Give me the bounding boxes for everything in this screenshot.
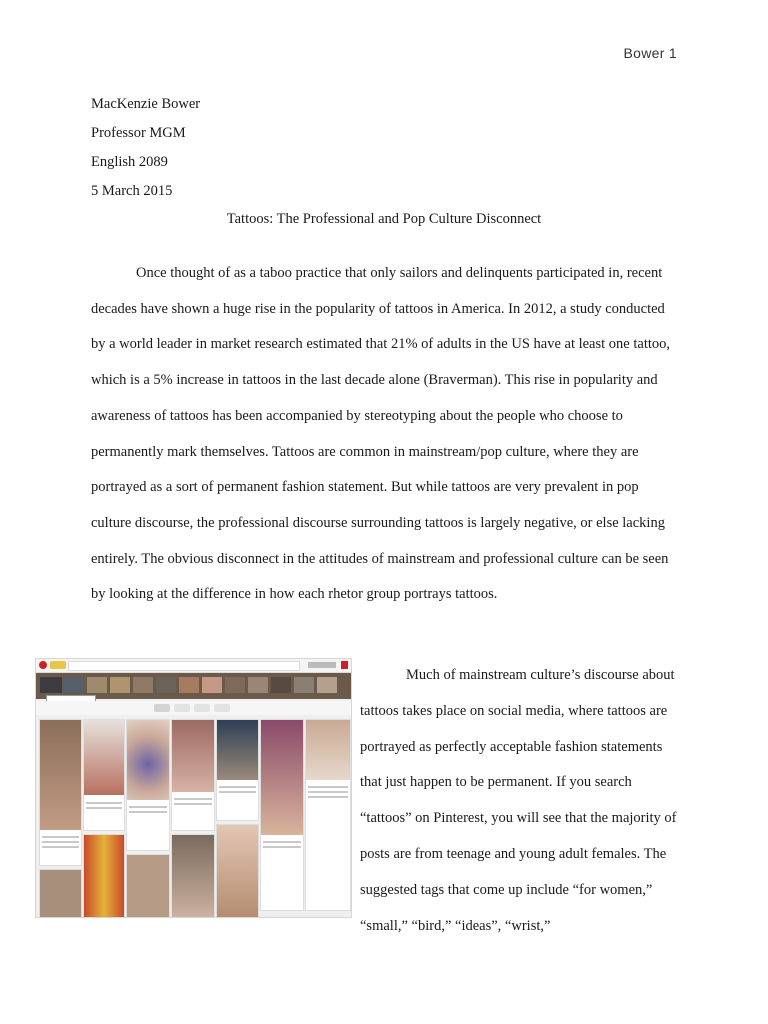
figure-tag [87, 677, 107, 693]
pin-image [172, 835, 214, 918]
pin-caption [308, 786, 348, 788]
pin-caption [86, 802, 122, 804]
running-head: Bower 1 [623, 45, 677, 61]
figure-pin [171, 834, 215, 918]
figure-filter-chip [154, 704, 170, 712]
figure-tag [40, 677, 62, 693]
figure-tag [271, 677, 291, 693]
pin-image [127, 720, 169, 800]
user-icon [308, 662, 336, 668]
figure-pin [83, 834, 125, 918]
author-name: MacKenzie Bower [91, 96, 201, 112]
document-date: 5 March 2015 [91, 183, 173, 199]
figure-pin [126, 854, 170, 918]
pin-image [40, 870, 81, 918]
pin-image [127, 855, 169, 918]
pin-caption [219, 786, 256, 788]
figure-pin [83, 719, 125, 831]
instructor-name: Professor MGM [91, 125, 186, 141]
figure-tag [110, 677, 130, 693]
pin-caption [129, 806, 167, 808]
pin-caption [86, 807, 122, 809]
pinterest-logo-icon [39, 661, 47, 669]
pin-icon [341, 661, 348, 669]
essay-title: Tattoos: The Professional and Pop Culture Disconnect [226, 211, 542, 227]
figure-tag [248, 677, 268, 693]
pin-caption [42, 841, 79, 843]
figure-tag [133, 677, 153, 693]
pin-caption [129, 811, 167, 813]
body-paragraph-2 [360, 658, 678, 944]
figure-tag [225, 677, 245, 693]
figure-pin [126, 719, 170, 851]
figure-search-field [68, 661, 300, 671]
pin-caption [174, 803, 212, 805]
pin-image [217, 720, 258, 780]
figure-pin [39, 869, 82, 918]
figure-filter-chip [194, 704, 210, 712]
pin-caption [174, 798, 212, 800]
pin-image [40, 720, 81, 830]
course-name: English 2089 [91, 154, 168, 170]
body-paragraph-1 [91, 256, 676, 613]
pin-caption [308, 791, 348, 793]
paragraph-1-text: Once thought of as a taboo practice that only sailors and delinquents participated in, recent decades have shown a huge rise in the popularity of tattoos in America. In 2012, a study conducted by a world leader in market research estimated that 21% of adults in the US have at least one tattoo, which is a 5% increase in tattoos in the last decade alone (Braverman). This rise in popularity and awareness of tattoos has been accompanied by stereotyping about the people who choose to permanently mark themselves. Tattoos are common in mainstream/pop culture, where they are portrayed as a sort of permanent fashion statement. But while tattoos are very prevalent in pop culture discourse, the professional discourse surrounding tattoos is largely negative, or else lacking entirely. The obvious disconnect in the attitudes of mainstream and professional culture can be seen by looking at the difference in how each rhetor group portrays tattoos. [91, 265, 671, 603]
figure-tag [317, 677, 337, 693]
figure-tag [64, 677, 84, 693]
search-icon [50, 661, 66, 669]
pin-image [84, 720, 124, 795]
pinterest-screenshot-figure [35, 658, 352, 918]
figure-tag [294, 677, 314, 693]
figure-pin [260, 719, 304, 911]
figure-pin [216, 719, 259, 821]
figure-pin [305, 719, 351, 911]
paragraph-2-text: Much of mainstream culture’s discourse about tattoos takes place on social media, where tattoos are portrayed as perfectly acceptable fashion statements that just happen to be permanent. If you search “tattoos” on Pinterest, you will see that the majority of posts are from teenage and young adult females. The suggested tags that come up include “for women,” “small,” “bird,” “ideas”, “wrist,” [360, 667, 677, 934]
pin-caption [308, 796, 348, 798]
figure-filter-chip [214, 704, 230, 712]
pin-caption [219, 791, 256, 793]
pin-image [261, 720, 303, 835]
pin-image [172, 720, 214, 792]
pin-caption [263, 841, 301, 843]
pin-caption [263, 846, 301, 848]
figure-tag [179, 677, 199, 693]
figure-tag [202, 677, 222, 693]
pin-image [217, 825, 258, 918]
figure-filter-chip [174, 704, 190, 712]
pin-caption [42, 836, 79, 838]
figure-pin [216, 824, 259, 918]
figure-tag [156, 677, 176, 693]
pin-caption [42, 846, 79, 848]
pin-image [84, 835, 124, 918]
figure-pin [39, 719, 82, 866]
figure-pin [171, 719, 215, 831]
pin-image [306, 720, 350, 780]
